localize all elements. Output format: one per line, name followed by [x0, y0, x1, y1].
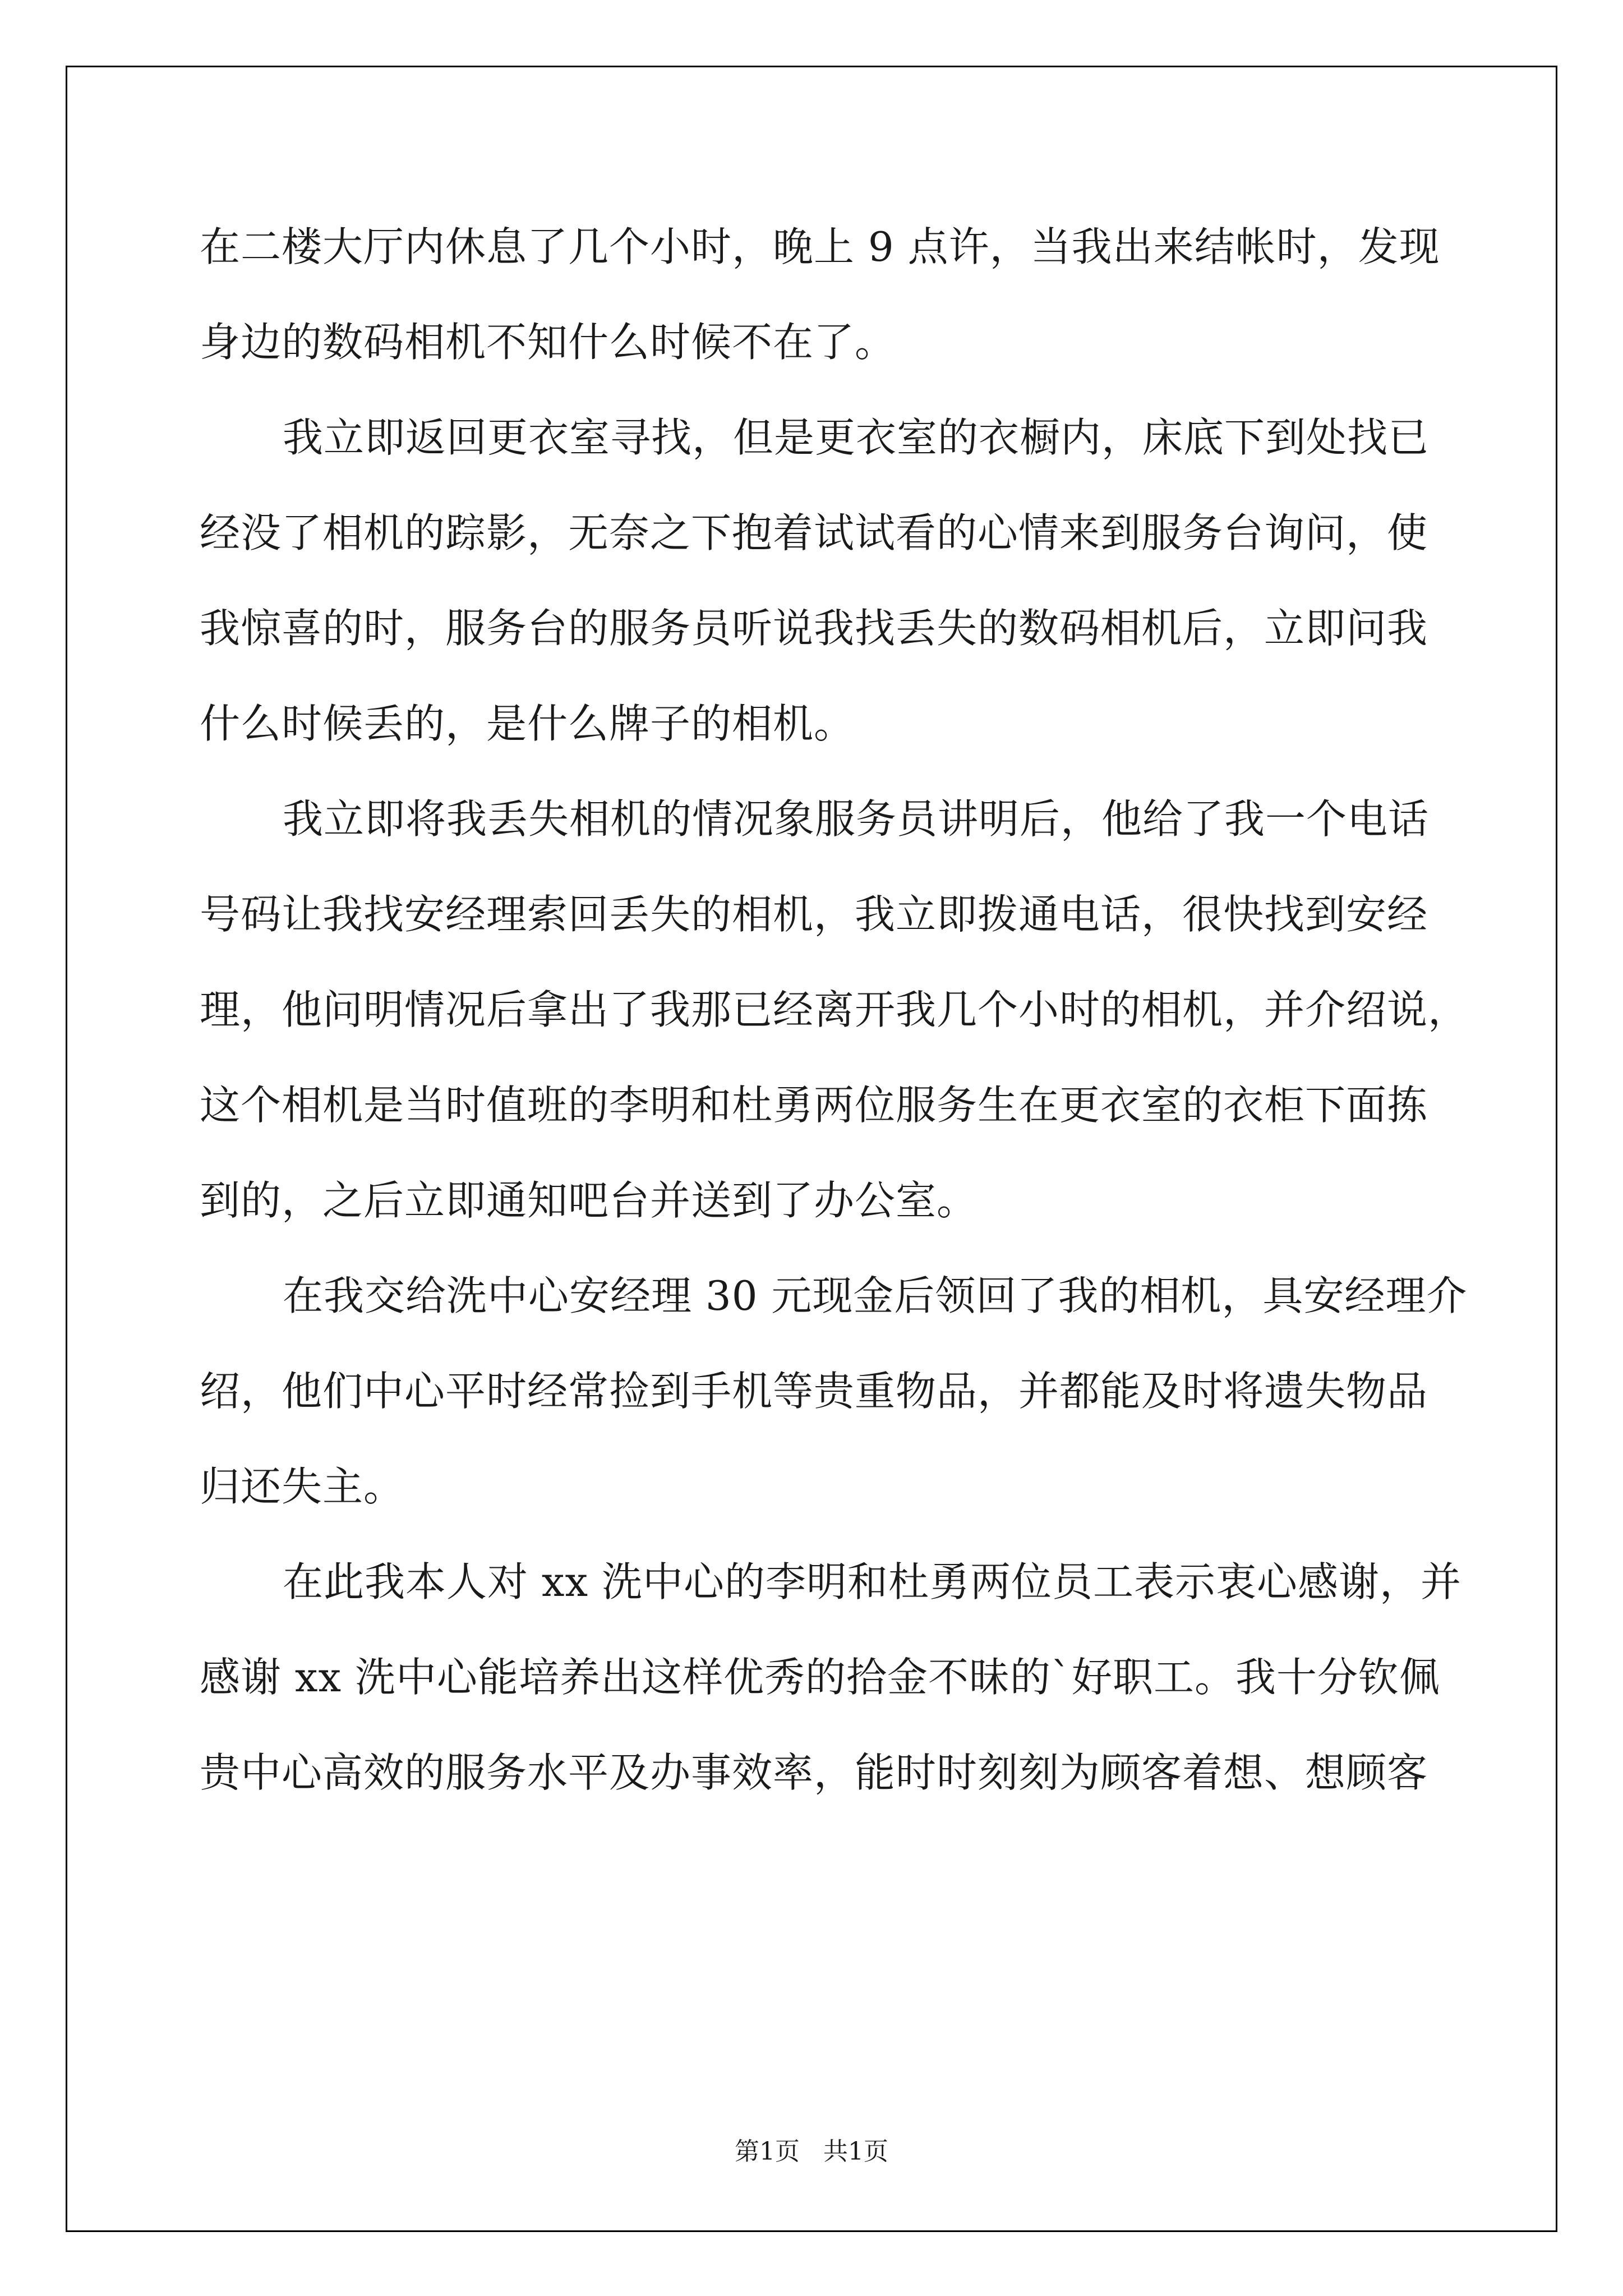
- text-line-2: 身边的数码相机不知什么时候不在了。: [200, 319, 896, 366]
- text-line-5: 我惊喜的时，服务台的服务员听说我找丢失的数码相机后，立即问我: [200, 605, 1428, 652]
- document-body: [200, 199, 1469, 1820]
- text-line-3: 我立即返回更衣室寻找，但是更衣室的衣橱内，床底下到处找已: [283, 414, 1430, 461]
- text-line-4: 经没了相机的踪影，无奈之下抱着试试看的心情来到服务台询问，使: [200, 509, 1428, 556]
- page-total: 共1页: [823, 2137, 888, 2166]
- text-line-15: 在此我本人对 xx 洗中心的李明和杜勇两位员工表示衷心感谢，并: [283, 1558, 1461, 1605]
- text-line-1: 在二楼大厅内休息了几个小时，晚上 9 点许，当我出来结帐时，发现: [200, 223, 1440, 270]
- text-line-17: 贵中心高效的服务水平及办事效率，能时时刻刻为顾客着想、想顾客: [200, 1749, 1428, 1796]
- text-line-6: 什么时候丢的，是什么牌子的相机。: [200, 700, 855, 747]
- text-line-13: 绍，他们中心平时经常捡到手机等贵重物品，并都能及时将遗失物品: [200, 1368, 1428, 1415]
- text-line-8: 号码让我找安经理索回丢失的相机，我立即拨通电话，很快找到安经: [200, 891, 1428, 938]
- text-line-7: 我立即将我丢失相机的情况象服务员讲明后，他给了我一个电话: [283, 795, 1430, 843]
- page-footer: [0, 2135, 1623, 2169]
- text-line-14: 归还失主。: [200, 1463, 405, 1510]
- text-line-10: 这个相机是当时值班的李明和杜勇两位服务生在更衣室的衣柜下面拣: [200, 1082, 1428, 1129]
- text-line-16: 感谢 xx 洗中心能培养出这样优秀的拾金不昧的`好职工。我十分钦佩: [200, 1654, 1440, 1701]
- text-line-12: 在我交给洗中心安经理 30 元现金后领回了我的相机，具安经理介: [283, 1272, 1468, 1319]
- text-line-11: 到的，之后立即通知吧台并送到了办公室。: [200, 1177, 978, 1224]
- text-line-9: 理，他问明情况后拿出了我那已经离开我几个小时的相机，并介绍说，: [200, 986, 1469, 1033]
- page-number: 第1页: [735, 2137, 800, 2166]
